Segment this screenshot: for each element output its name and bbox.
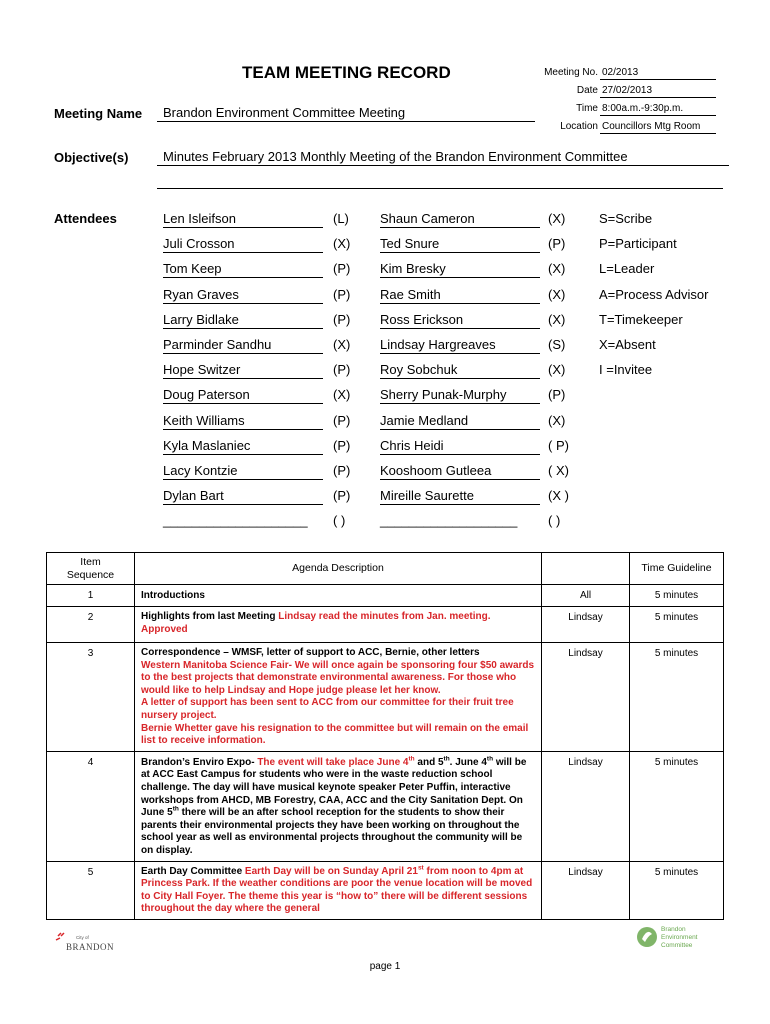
col-header-sequence: Item Sequence <box>47 553 135 585</box>
svg-text:BRANDON: BRANDON <box>66 942 115 952</box>
attendee-name: Len Isleifson <box>163 210 323 228</box>
attendee-name: Ryan Graves <box>163 286 323 304</box>
attendee-role: (X ) <box>548 488 569 504</box>
item-seq: 1 <box>47 585 135 607</box>
attendee-role: (P) <box>333 488 351 504</box>
legend-item: S=Scribe <box>599 211 653 226</box>
attendee-role: ( P) <box>548 437 569 453</box>
table-row <box>47 861 724 919</box>
environment-committee-logo <box>636 922 716 952</box>
meeting-no-value: 02/2013 <box>600 66 716 80</box>
attendee-role: (X) <box>548 286 566 302</box>
table-row <box>47 607 724 643</box>
item-owner: All <box>542 585 630 607</box>
item-desc: Highlights from last Meeting Lindsay read the minutes from Jan. meeting. Approved <box>135 607 542 643</box>
item-desc: Correspondence – WMSF, letter of support to ACC, Bernie, other letters Western Manitoba Science Fair- We will once again be sponsoring four $50 awards to the best projects that demonstrate environmental awareness. For those who would like to help Lindsay and Hope judge please let her know. A letter of support has been sent to ACC from our committee for their fruit tree nursery project. Bernie Whetter gave his resignation to the committee but will remain on the email list to receive information. <box>135 643 542 752</box>
svg-text:City of: City of <box>76 935 89 940</box>
table-row <box>47 643 724 752</box>
attendee-role: (P) <box>333 261 351 277</box>
attendee-name: Tom Keep <box>163 260 323 278</box>
item-owner: Lindsay <box>542 643 630 752</box>
attendee-role: ( ) <box>548 513 561 529</box>
col-header-description: Agenda Description <box>135 553 542 585</box>
attendee-name: Ross Erickson <box>380 311 540 329</box>
attendee-role: (X) <box>548 362 566 378</box>
attendee-name: Sherry Punak-Murphy <box>380 386 540 404</box>
attendee-name: Roy Sobchuk <box>380 361 540 379</box>
item-seq: 2 <box>47 607 135 643</box>
attendee-role: (P) <box>333 412 351 428</box>
attendee-role: ( X) <box>548 463 569 478</box>
attendee-name: Kooshoom Gutleea <box>380 462 540 480</box>
item-owner: Lindsay <box>542 751 630 861</box>
attendee-name: Dylan Bart <box>163 487 323 505</box>
attendee-role: (P) <box>333 463 351 478</box>
attendee-role: (P) <box>548 387 566 403</box>
page-title: TEAM MEETING RECORD <box>242 63 451 82</box>
date-label: Date <box>576 85 598 96</box>
location-label: Location <box>560 121 598 132</box>
item-seq: 5 <box>47 861 135 919</box>
page-number: page 1 <box>369 961 401 972</box>
attendee-name: Lindsay Hargreaves <box>380 336 540 354</box>
attendee-role: (X) <box>548 211 566 226</box>
time-value: 8:00a.m.-9:30p.m. <box>600 102 716 116</box>
attendee-name: Larry Bidlake <box>163 311 323 329</box>
attendee-name: Shaun Cameron <box>380 210 540 228</box>
item-time: 5 minutes <box>630 861 724 919</box>
attendee-name: Lacy Kontzie <box>163 462 323 480</box>
col-header-time: Time Guideline <box>630 553 724 585</box>
attendee-role: (X) <box>548 261 566 277</box>
table-row <box>47 585 724 607</box>
attendee-name: ____________________ <box>163 513 308 529</box>
attendee-role: (P) <box>333 437 351 453</box>
item-seq: 3 <box>47 643 135 752</box>
objective-value: Minutes February 2013 Monthly Meeting of the Brandon Environment Committee <box>157 148 729 166</box>
attendee-role: ( ) <box>333 513 346 529</box>
item-desc: Brandon’s Enviro Expo- The event will take place June 4th and 5th. June 4th will be at ACC East Campus for students who were in the waste reduction school challenge. The day will have musical keynote speaker Peter Puffin, interactive workshops from AHCD, MB Forestry, CAA, ACC and the City Sanitation Dept. On June 5th there will be an after school reception for the students to show their parents their environmental projects they have been working on throughout the school year as well as environmental projects throughout the community will be on display. <box>135 751 542 861</box>
time-label: Time <box>576 103 598 114</box>
attendee-role: (P) <box>548 236 566 252</box>
objectives-label: Objective(s) <box>54 150 129 165</box>
location-value: Councillors Mtg Room <box>600 120 716 134</box>
item-owner: Lindsay <box>542 607 630 643</box>
attendee-name: Keith Williams <box>163 412 323 430</box>
table-row <box>47 751 724 861</box>
attendee-name: ___________________ <box>380 513 518 529</box>
svg-text:Brandon: Brandon <box>661 926 686 933</box>
meeting-no-label: Meeting No. <box>544 67 598 78</box>
legend-item: P=Participant <box>599 236 677 252</box>
attendee-name: Mireille Saurette <box>380 487 540 505</box>
attendee-name: Kim Bresky <box>380 260 540 278</box>
attendee-role: (P) <box>333 311 351 327</box>
date-value: 27/02/2013 <box>600 84 716 98</box>
meeting-name-value: Brandon Environment Committee Meeting <box>157 104 535 122</box>
attendee-role: (L) <box>333 211 349 226</box>
item-time: 5 minutes <box>630 585 724 607</box>
attendee-name: Juli Crosson <box>163 235 323 253</box>
legend-item: A=Process Advisor <box>599 286 709 302</box>
legend-item: X=Absent <box>599 337 656 352</box>
svg-text:Environment: Environment <box>661 934 698 941</box>
item-desc: Earth Day Committee Earth Day will be on Sunday April 21st from noon to 4pm at Princess Park. If the weather conditions are poor the venue location will be moved to City Hall Foyer. The theme this year is “how to” there will be different sessions throughout the day where the general <box>135 861 542 919</box>
svg-text:Committee: Committee <box>661 942 693 949</box>
item-time: 5 minutes <box>630 643 724 752</box>
attendee-name: Doug Paterson <box>163 386 323 404</box>
attendee-role: (X) <box>333 236 351 252</box>
attendee-name: Hope Switzer <box>163 361 323 379</box>
attendee-role: (S) <box>548 337 566 352</box>
attendee-role: (X) <box>548 412 566 428</box>
attendee-role: (X) <box>333 337 351 352</box>
attendee-name: Parminder Sandhu <box>163 336 323 354</box>
attendee-name: Ted Snure <box>380 235 540 253</box>
attendee-name: Rae Smith <box>380 286 540 304</box>
attendee-name: Kyla Maslaniec <box>163 437 323 455</box>
item-desc: Introductions <box>135 585 542 607</box>
col-header-owner <box>542 553 630 585</box>
city-of-brandon-logo <box>52 932 122 954</box>
item-time: 5 minutes <box>630 607 724 643</box>
attendees-label: Attendees <box>54 211 117 226</box>
attendee-role: (X) <box>548 311 566 327</box>
legend-item: L=Leader <box>599 261 655 277</box>
attendee-role: (P) <box>333 362 351 378</box>
attendee-name: Jamie Medland <box>380 412 540 430</box>
item-seq: 4 <box>47 751 135 861</box>
legend-item: I =Invitee <box>599 362 653 378</box>
item-owner: Lindsay <box>542 861 630 919</box>
agenda-table <box>46 552 724 920</box>
item-time: 5 minutes <box>630 751 724 861</box>
attendee-role: (X) <box>333 387 351 403</box>
legend-item: T=Timekeeper <box>599 311 683 327</box>
attendee-name: Chris Heidi <box>380 437 540 455</box>
meeting-name-label: Meeting Name <box>54 106 143 121</box>
objective-blank-line <box>157 188 723 189</box>
agenda-header-row <box>47 553 724 585</box>
attendee-role: (P) <box>333 286 351 302</box>
